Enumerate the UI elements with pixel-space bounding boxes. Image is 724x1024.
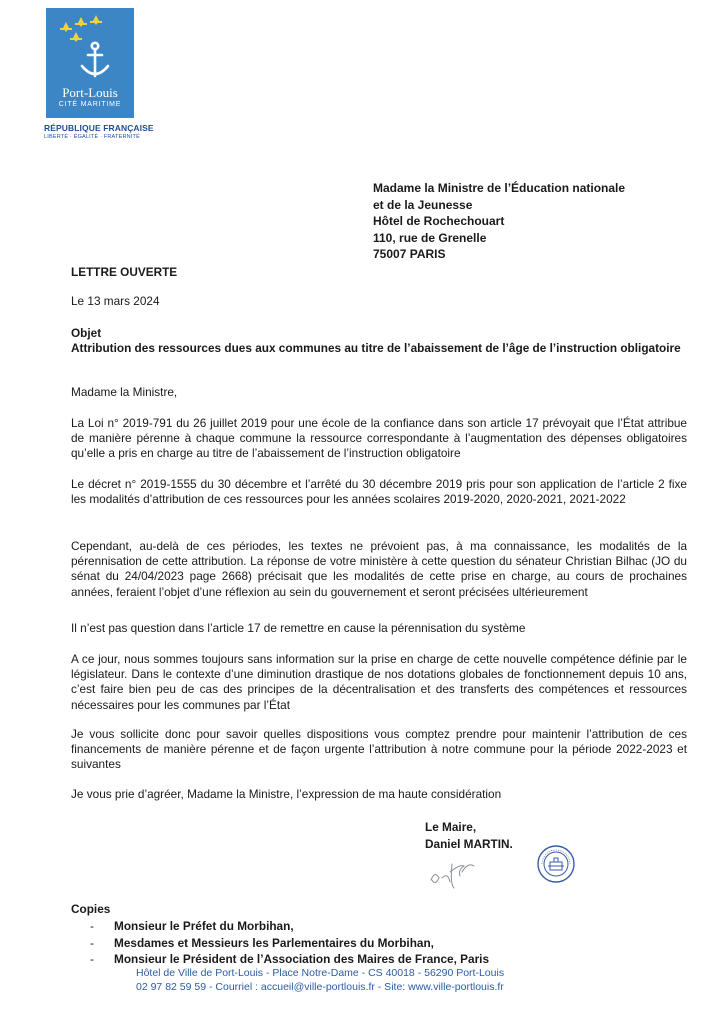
page-footer <box>136 966 504 994</box>
logo-subtitle: CITÉ MARITIME <box>58 101 122 108</box>
copies-list <box>90 918 489 968</box>
object-text: Attribution des ressources dues aux communes au titre de l’abaissement de l’âge de l’instruction obligatoire <box>71 341 681 355</box>
recipient-line: Hôtel de Rochechouart <box>373 214 505 228</box>
paragraph: Il n’est pas question dans l’article 17 de remettre en cause la pérennisation du système <box>71 621 526 635</box>
anchor-crown-icon <box>46 8 134 88</box>
signature-block <box>425 819 513 852</box>
paragraph: Je vous prie d’agréer, Madame la Ministre, l’expression de ma haute considération <box>71 787 502 801</box>
list-item: - Monsieur le Président de l’Association des Maires de France, Paris <box>90 951 489 968</box>
copies-label: Copies <box>71 902 111 916</box>
signature-name: Daniel MARTIN. <box>425 836 513 851</box>
footer-address: Hôtel de Ville de Port-Louis - Place Notre-Dame - CS 40018 - 56290 Port-Louis <box>136 967 505 979</box>
letter-date: Le 13 mars 2024 <box>71 294 160 308</box>
recipient-line: Madame la Ministre de l’Éducation nationale <box>373 181 626 195</box>
letter-type: LETTRE OUVERTE <box>71 265 178 279</box>
paragraph: Cependant, au-delà de ces périodes, les textes ne prévoient pas, à ma connaissance, les modalités de la pérennisation de cette attribution. La réponse de votre ministère à cette question du sénateur Christian Bilhac (JO du sénat du 24/04/2023 page 2668) précisait que les modalités de cette prise en charge, au cours de prochaines années, feraient l’objet d’une réflexion au sein du gouvernement et seront précisées ultérieurement <box>71 539 687 599</box>
signature-title: Le Maire, <box>425 820 477 834</box>
list-item: - Monsieur le Préfet du Morbihan, <box>90 918 489 935</box>
handwritten-signature <box>428 856 478 892</box>
recipient-address <box>373 180 625 263</box>
footer-contact: 02 97 82 59 59 - Courriel : accueil@ville-portlouis.fr - Site: www.ville-portlouis.fr <box>136 981 504 993</box>
logo-city-name: Port-Louis <box>62 85 118 100</box>
recipient-line: et de la Jeunesse <box>373 197 473 212</box>
republic-label: RÉPUBLIQUE FRANÇAISE <box>44 123 154 133</box>
paragraph: La Loi n° 2019-791 du 26 juillet 2019 pour une école de la confiance dans son article 17 prévoyait que l’État attribue de manière pérenne à chaque commune la ressource correspondante à l’augmentation des dépenses obligatoires qu’elle a pris en charge au titre de l’abaissement de l’instruction obligatoire <box>71 416 687 461</box>
recipient-line: 75007 PARIS <box>373 247 446 261</box>
town-hall-stamp <box>536 844 576 884</box>
list-item: - Mesdames et Messieurs les Parlementaires du Morbihan, <box>90 935 489 952</box>
paragraph: A ce jour, nous sommes toujours sans information sur la prise en charge de cette nouvelle compétence définie par le législateur. Dans le contexte d’une diminution drastique de nos dotations globales de fonctionnement depuis 10 ans, c’est faire bien peu de cas des principes de la décentralisation et des transferts des compétences et ressources nécessaires pour les communes par l’État <box>71 652 687 712</box>
paragraph: Le décret n° 2019-1555 du 30 décembre et l’arrêté du 30 décembre 2019 pris pour son application de l’article 2 fixe les modalités d’attribution de ces ressources pour les années scolaires 2019-2020, 2020-2021, 2021-2022 <box>71 477 687 507</box>
republic-motto: LIBERTÉ · ÉGALITÉ · FRATERNITÉ <box>44 134 140 140</box>
salutation: Madame la Ministre, <box>71 385 178 399</box>
paragraph: Je vous sollicite donc pour savoir quelles dispositions vous comptez prendre pour maintenir l’attribution de ces financements de manière pérenne et de façon urgente l’attribution à notre commune pour la période 2022-2023 et suivantes <box>71 727 687 772</box>
recipient-line: 110, rue de Grenelle <box>373 230 487 245</box>
object-label: Objet <box>71 326 102 340</box>
